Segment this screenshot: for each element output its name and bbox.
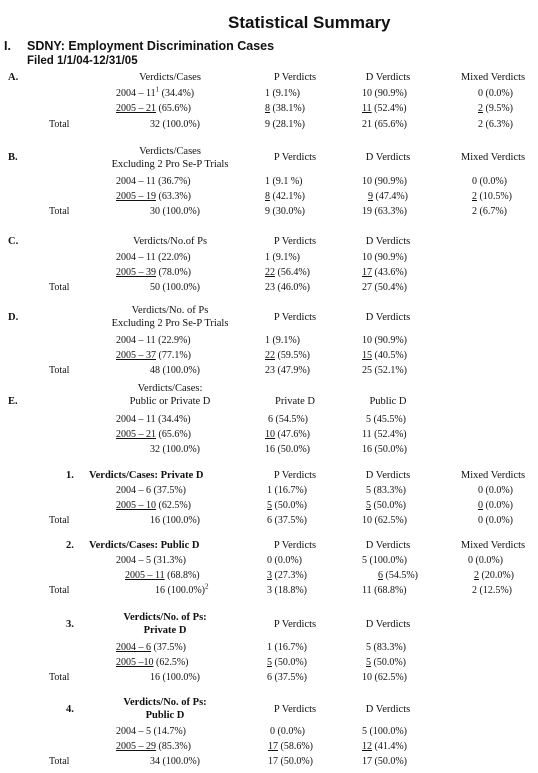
total-label: Total [49,119,70,130]
section-subheading: Filed 1/1/04-12/31/05 [27,55,138,67]
total-label: Total [49,672,70,683]
column-header: P Verdicts [273,312,317,323]
table-cell: 0 (0.0%) [478,485,513,496]
table-cell: 10 (62.5%) [362,515,407,526]
table-cell: 2 (9.5%) [478,103,513,114]
column-header: P Verdicts [273,470,317,481]
total-label: Total [49,585,70,596]
column-header: Mixed Verdicts [460,470,526,481]
table-cell: 25 (52.1%) [362,365,407,376]
table-cell: 17 (58.6%) [268,741,313,752]
total-label: Total [49,515,70,526]
column-header: D Verdicts [365,312,411,323]
table-cell: 50 (100.0%) [150,282,200,293]
table-cell: 5 (50.0%) [267,657,307,668]
table-cell: 16 (100.0%) [150,672,200,683]
table-cell: 2005 – 11 (68.8%) [125,570,200,581]
section-number: I. [4,39,11,53]
block-label: 1. [66,470,74,481]
table-cell: 27 (50.4%) [362,282,407,293]
table-cell: 34 (100.0%) [150,756,200,767]
table-cell: 10 (90.9%) [362,335,407,346]
column-header: D Verdicts [365,540,411,551]
column-header: D Verdicts [365,72,411,83]
table-cell: 6 (54.5%) [268,414,308,425]
column-header: Public or Private D [129,396,211,407]
table-cell: 6 (37.5%) [267,515,307,526]
column-header: Public D [145,710,185,721]
table-cell: 10 (90.9%) [362,176,407,187]
column-header: Private D [143,625,187,636]
table-cell: 10 (90.9%) [362,252,407,263]
table-cell: 19 (63.3%) [362,206,407,217]
table-cell: 2005 – 29 (85.3%) [116,741,191,752]
table-cell: 0 (0.0%) [468,555,503,566]
table-cell: 1 (9.1%) [265,88,300,99]
table-cell: 9 (47.4%) [368,191,408,202]
table-cell: 5 (50.0%) [366,657,406,668]
column-header: P Verdicts [273,72,317,83]
total-label: Total [49,756,70,767]
table-cell: 2004 – 11 (36.7%) [116,176,191,187]
table-cell: 2 (10.5%) [472,191,512,202]
table-cell: 11 (52.4%) [362,103,407,114]
page-title: Statistical Summary [228,13,391,32]
column-header: Mixed Verdicts [460,72,526,83]
table-cell: 2004 – 11 (22.9%) [116,335,191,346]
table-cell: 2005 – 37 (77.1%) [116,350,191,361]
table-cell: 2004 – 6 (37.5%) [116,642,186,653]
table-cell: 2004 – 6 (37.5%) [116,485,186,496]
table-cell: 32 (100.0%) [150,444,200,455]
table-cell: 16 (100.0%) [150,515,200,526]
column-header: P Verdicts [273,152,317,163]
block-label: E. [8,396,18,407]
column-header: D Verdicts [365,152,411,163]
column-header: D Verdicts [365,619,411,630]
column-header: D Verdicts [365,704,411,715]
table-cell: 2005 – 10 (62.5%) [116,500,191,511]
table-cell: $2004 - 11^1$ (34.4%) [116,85,195,99]
table-cell: 1 (16.7%) [267,485,307,496]
total-label: Total [49,282,70,293]
block-label: C. [8,236,19,247]
table-cell: 3 (27.3%) [267,570,307,581]
table-cell: 0 (0.0%) [478,500,513,511]
column-header: Mixed Verdicts [460,152,526,163]
section-heading: SDNY: Employment Discrimination Cases [27,39,275,53]
column-header: D Verdicts [365,470,411,481]
table-cell: 48 (100.0%) [150,365,200,376]
table-cell: 1 (9.1%) [265,335,300,346]
table-cell: 5 (83.3%) [366,485,406,496]
column-header: Excluding 2 Pro Se-P Trials [111,159,229,170]
table-cell: 10 (90.9%) [362,88,407,99]
table-cell: 2 (6.7%) [472,206,507,217]
table-cell: 0 (0.0%) [478,515,513,526]
table-cell: 0 (0.0%) [270,726,305,737]
column-header: Public D [369,396,407,407]
table-cell: 22 (59.5%) [265,350,310,361]
table-cell: 12 (41.4%) [362,741,407,752]
table-cell: 9 (28.1%) [265,119,305,130]
block-label: B. [8,152,18,163]
table-cell: 30 (100.0%) [150,206,200,217]
column-header: Verdicts/No. of Ps: [123,612,207,623]
table-cell: 2 (12.5%) [472,585,512,596]
table-cell: 2005 – 19 (63.3%) [116,191,191,202]
table-cell: 8 (42.1%) [265,191,305,202]
table-cell: 2 (20.0%) [474,570,514,581]
table-cell: 2005 –10 (62.5%) [116,657,189,668]
table-cell: 23 (47.9%) [265,365,310,376]
total-label: Total [49,365,70,376]
table-cell: 9 (30.0%) [265,206,305,217]
table-cell: 2005 – 21 (65.6%) [116,103,191,114]
table-cell: 5 (50.0%) [267,500,307,511]
total-label: Total [49,206,70,217]
table-cell: 0 (0.0%) [472,176,507,187]
table-cell: 10 (62.5%) [362,672,407,683]
table-cell: 5 (100.0%) [362,555,407,566]
block-label: 2. [66,540,74,551]
table-cell: 17 (43.6%) [362,267,407,278]
table-cell: 11 (52.4%) [362,429,407,440]
column-header: Mixed Verdicts [460,540,526,551]
table-cell: 2004 – 5 (31.3%) [116,555,186,566]
table-cell: 1 (16.7%) [267,642,307,653]
table-cell: 16 (50.0%) [362,444,407,455]
table-cell: 8 (38.1%) [265,103,305,114]
column-header: Verdicts/No. of Ps [131,305,209,316]
table-cell: 17 (50.0%) [268,756,313,767]
table-cell: 16 (50.0%) [265,444,310,455]
block-label: 3. [66,619,74,630]
column-header: P Verdicts [273,236,317,247]
table-cell: 2005 – 21 (65.6%) [116,429,191,440]
column-header: D Verdicts [365,236,411,247]
table-cell: 15 (40.5%) [362,350,407,361]
table-cell: 3 (18.8%) [267,585,307,596]
column-header: Verdicts/Cases: [137,383,203,394]
table-cell: 6 (54.5%) [378,570,418,581]
table-cell: 0 (0.0%) [478,88,513,99]
column-header: Excluding 2 Pro Se-P Trials [111,318,229,329]
column-header: P Verdicts [273,704,317,715]
table-cell: 2004 – 11 (34.4%) [116,414,191,425]
column-header: Verdicts/Cases: Public D [89,540,200,551]
column-header: Verdicts/No.of Ps [132,236,208,247]
table-cell: 0 (0.0%) [267,555,302,566]
column-header: Verdicts/Cases: Private D [89,470,204,481]
table-cell: 5 (100.0%) [362,726,407,737]
table-cell: 22 (56.4%) [265,267,310,278]
table-cell: 17 (50.0%) [362,756,407,767]
table-cell: 32 (100.0%) [150,119,200,130]
column-header: Private D [275,396,315,407]
table-cell: 2004 – 5 (14.7%) [116,726,186,737]
column-header: Verdicts/No. of Ps: [123,697,207,708]
column-header: Verdicts/Cases [139,146,201,157]
table-cell: 21 (65.6%) [362,119,407,130]
table-cell: 2 (6.3%) [478,119,513,130]
table-cell: 23 (46.0%) [265,282,310,293]
column-header: Verdicts/Cases [139,72,201,83]
table-cell: 5 (83.3%) [366,642,406,653]
table-cell: 2004 – 11 (22.0%) [116,252,191,263]
block-label: 4. [66,704,74,715]
column-header: P Verdicts [273,540,317,551]
table-cell: 1 (9.1 %) [265,176,303,187]
table-cell: 5 (45.5%) [366,414,406,425]
table-cell: 5 (50.0%) [366,500,406,511]
table-cell: 1 (9.1%) [265,252,300,263]
table-cell: 6 (37.5%) [267,672,307,683]
table-cell: 10 (47.6%) [265,429,310,440]
table-cell: 16 $(100.0\%)^2$ [155,582,209,596]
table-cell: 11 (68.8%) [362,585,407,596]
column-header: P Verdicts [273,619,317,630]
table-cell: 2005 – 39 (78.0%) [116,267,191,278]
block-label: A. [8,72,19,83]
block-label: D. [8,312,19,323]
